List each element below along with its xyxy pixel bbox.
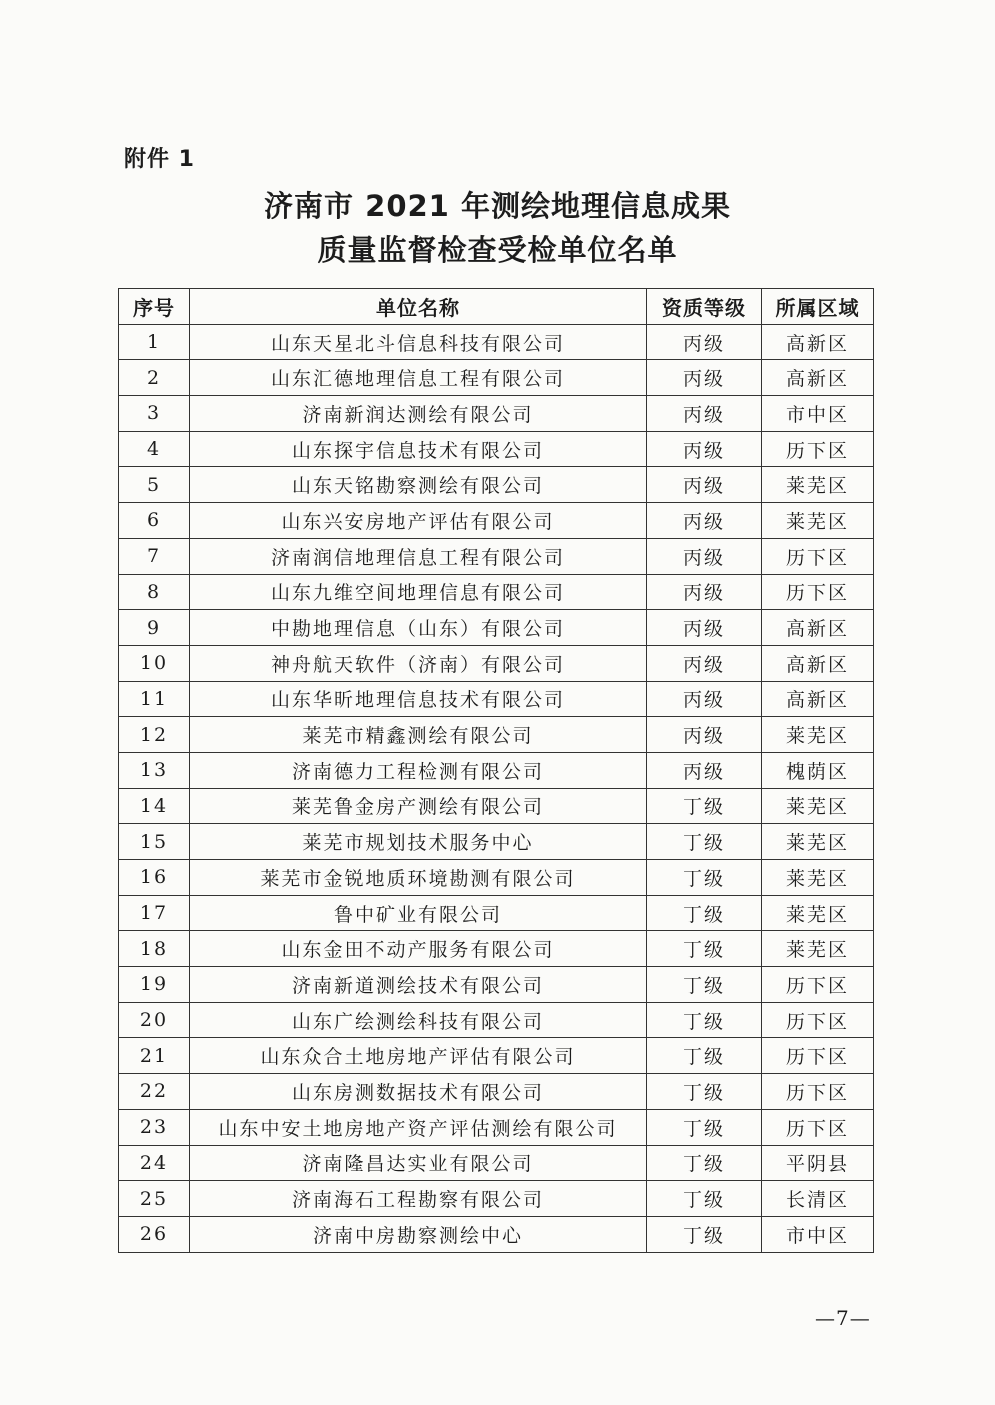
cell-seq: 14 [119,788,190,824]
document-title-line-2: 质量监督检查受检单位名单 [317,233,678,267]
cell-qualification: 丁级 [647,824,762,860]
table-row [119,1145,874,1181]
cell-unit-name: 莱芜市规划技术服务中心 [190,824,647,860]
table-body [119,324,874,1252]
cell-unit-name: 山东探宇信息技术有限公司 [190,431,647,467]
cell-qualification: 丙级 [647,431,762,467]
cell-district: 市中区 [762,1216,874,1252]
cell-seq: 22 [119,1074,190,1110]
cell-unit-name: 山东金田不动产服务有限公司 [190,931,647,967]
cell-district: 高新区 [762,610,874,646]
cell-district: 莱芜区 [762,895,874,931]
cell-qualification: 丁级 [647,1109,762,1145]
cell-qualification: 丙级 [647,538,762,574]
cell-qualification: 丙级 [647,717,762,753]
cell-seq: 24 [119,1145,190,1181]
cell-qualification: 丁级 [647,1038,762,1074]
cell-seq: 13 [119,752,190,788]
table-row [119,574,874,610]
cell-district: 莱芜区 [762,788,874,824]
table-row [119,860,874,896]
cell-seq: 3 [119,396,190,432]
cell-qualification: 丙级 [647,467,762,503]
table-row [119,752,874,788]
cell-unit-name: 鲁中矿业有限公司 [190,895,647,931]
cell-district: 槐荫区 [762,752,874,788]
cell-qualification: 丁级 [647,788,762,824]
table-row [119,824,874,860]
page-number: —7— [815,1306,871,1330]
cell-unit-name: 神舟航天软件（济南）有限公司 [190,645,647,681]
table-row [119,431,874,467]
table-row [119,324,874,360]
cell-seq: 11 [119,681,190,717]
cell-seq: 5 [119,467,190,503]
cell-unit-name: 济南润信地理信息工程有限公司 [190,538,647,574]
cell-qualification: 丁级 [647,1181,762,1217]
column-header-unit-name: 单位名称 [190,289,647,325]
cell-unit-name: 济南德力工程检测有限公司 [190,752,647,788]
cell-district: 历下区 [762,1074,874,1110]
cell-district: 长清区 [762,1181,874,1217]
cell-qualification: 丁级 [647,895,762,931]
cell-unit-name: 山东中安土地房地产资产评估测绘有限公司 [190,1109,647,1145]
cell-unit-name: 山东九维空间地理信息有限公司 [190,574,647,610]
cell-qualification: 丙级 [647,503,762,539]
cell-unit-name: 山东众合土地房地产评估有限公司 [190,1038,647,1074]
cell-qualification: 丙级 [647,324,762,360]
cell-unit-name: 莱芜鲁金房产测绘有限公司 [190,788,647,824]
cell-unit-name: 济南新润达测绘有限公司 [190,396,647,432]
cell-unit-name: 济南海石工程勘察有限公司 [190,1181,647,1217]
cell-qualification: 丙级 [647,360,762,396]
cell-seq: 6 [119,503,190,539]
table-row [119,1181,874,1217]
cell-qualification: 丙级 [647,574,762,610]
cell-district: 高新区 [762,681,874,717]
cell-qualification: 丁级 [647,931,762,967]
cell-district: 历下区 [762,1038,874,1074]
cell-district: 莱芜区 [762,717,874,753]
column-header-seq: 序号 [119,289,190,325]
cell-seq: 8 [119,574,190,610]
cell-qualification: 丙级 [647,681,762,717]
cell-qualification: 丁级 [647,1216,762,1252]
cell-qualification: 丁级 [647,1145,762,1181]
cell-qualification: 丁级 [647,1002,762,1038]
cell-qualification: 丁级 [647,860,762,896]
cell-unit-name: 山东天铭勘察测绘有限公司 [190,467,647,503]
cell-district: 莱芜区 [762,931,874,967]
cell-district: 历下区 [762,574,874,610]
cell-district: 历下区 [762,431,874,467]
document-title-line-1: 济南市 2021 年测绘地理信息成果 [264,189,731,223]
cell-unit-name: 莱芜市金锐地质环境勘测有限公司 [190,860,647,896]
table-row [119,1002,874,1038]
cell-unit-name: 山东房测数据技术有限公司 [190,1074,647,1110]
cell-seq: 12 [119,717,190,753]
cell-district: 历下区 [762,1109,874,1145]
table-row [119,503,874,539]
cell-seq: 25 [119,1181,190,1217]
cell-qualification: 丁级 [647,1074,762,1110]
cell-seq: 16 [119,860,190,896]
cell-unit-name: 山东天星北斗信息科技有限公司 [190,324,647,360]
cell-seq: 18 [119,931,190,967]
cell-seq: 15 [119,824,190,860]
cell-seq: 26 [119,1216,190,1252]
cell-unit-name: 山东华昕地理信息技术有限公司 [190,681,647,717]
cell-seq: 17 [119,895,190,931]
cell-qualification: 丁级 [647,967,762,1003]
cell-district: 莱芜区 [762,860,874,896]
cell-unit-name: 山东汇德地理信息工程有限公司 [190,360,647,396]
cell-seq: 10 [119,645,190,681]
cell-seq: 2 [119,360,190,396]
cell-district: 高新区 [762,360,874,396]
cell-district: 市中区 [762,396,874,432]
cell-qualification: 丙级 [647,752,762,788]
cell-unit-name: 山东广绘测绘科技有限公司 [190,1002,647,1038]
cell-seq: 21 [119,1038,190,1074]
cell-unit-name: 济南新道测绘技术有限公司 [190,967,647,1003]
table-row [119,967,874,1003]
cell-unit-name: 莱芜市精鑫测绘有限公司 [190,717,647,753]
cell-seq: 7 [119,538,190,574]
table-row [119,931,874,967]
column-header-qualification: 资质等级 [647,289,762,325]
cell-district: 莱芜区 [762,467,874,503]
cell-seq: 4 [119,431,190,467]
cell-unit-name: 济南隆昌达实业有限公司 [190,1145,647,1181]
cell-qualification: 丙级 [647,610,762,646]
table-row [119,360,874,396]
cell-district: 历下区 [762,1002,874,1038]
cell-qualification: 丙级 [647,645,762,681]
table-row [119,681,874,717]
cell-district: 莱芜区 [762,824,874,860]
cell-district: 平阴县 [762,1145,874,1181]
table-row [119,788,874,824]
cell-district: 莱芜区 [762,503,874,539]
table-row [119,610,874,646]
cell-seq: 9 [119,610,190,646]
cell-seq: 23 [119,1109,190,1145]
cell-seq: 20 [119,1002,190,1038]
table-row [119,1038,874,1074]
cell-district: 历下区 [762,967,874,1003]
table-row [119,538,874,574]
table-row [119,396,874,432]
cell-unit-name: 山东兴安房地产评估有限公司 [190,503,647,539]
table-header [119,289,874,325]
table-row [119,1216,874,1252]
table-row [119,1074,874,1110]
table-row [119,717,874,753]
table-row [119,467,874,503]
cell-seq: 1 [119,324,190,360]
attachment-label: 附件 1 [124,147,195,172]
cell-unit-name: 中勘地理信息（山东）有限公司 [190,610,647,646]
cell-seq: 19 [119,967,190,1003]
table-row [119,895,874,931]
cell-unit-name: 济南中房勘察测绘中心 [190,1216,647,1252]
table-row [119,1109,874,1145]
column-header-district: 所属区域 [762,289,874,325]
cell-district: 高新区 [762,645,874,681]
cell-district: 历下区 [762,538,874,574]
cell-district: 高新区 [762,324,874,360]
table-header-row [119,289,874,325]
table-row [119,645,874,681]
cell-qualification: 丙级 [647,396,762,432]
inspected-units-table [118,288,874,1253]
